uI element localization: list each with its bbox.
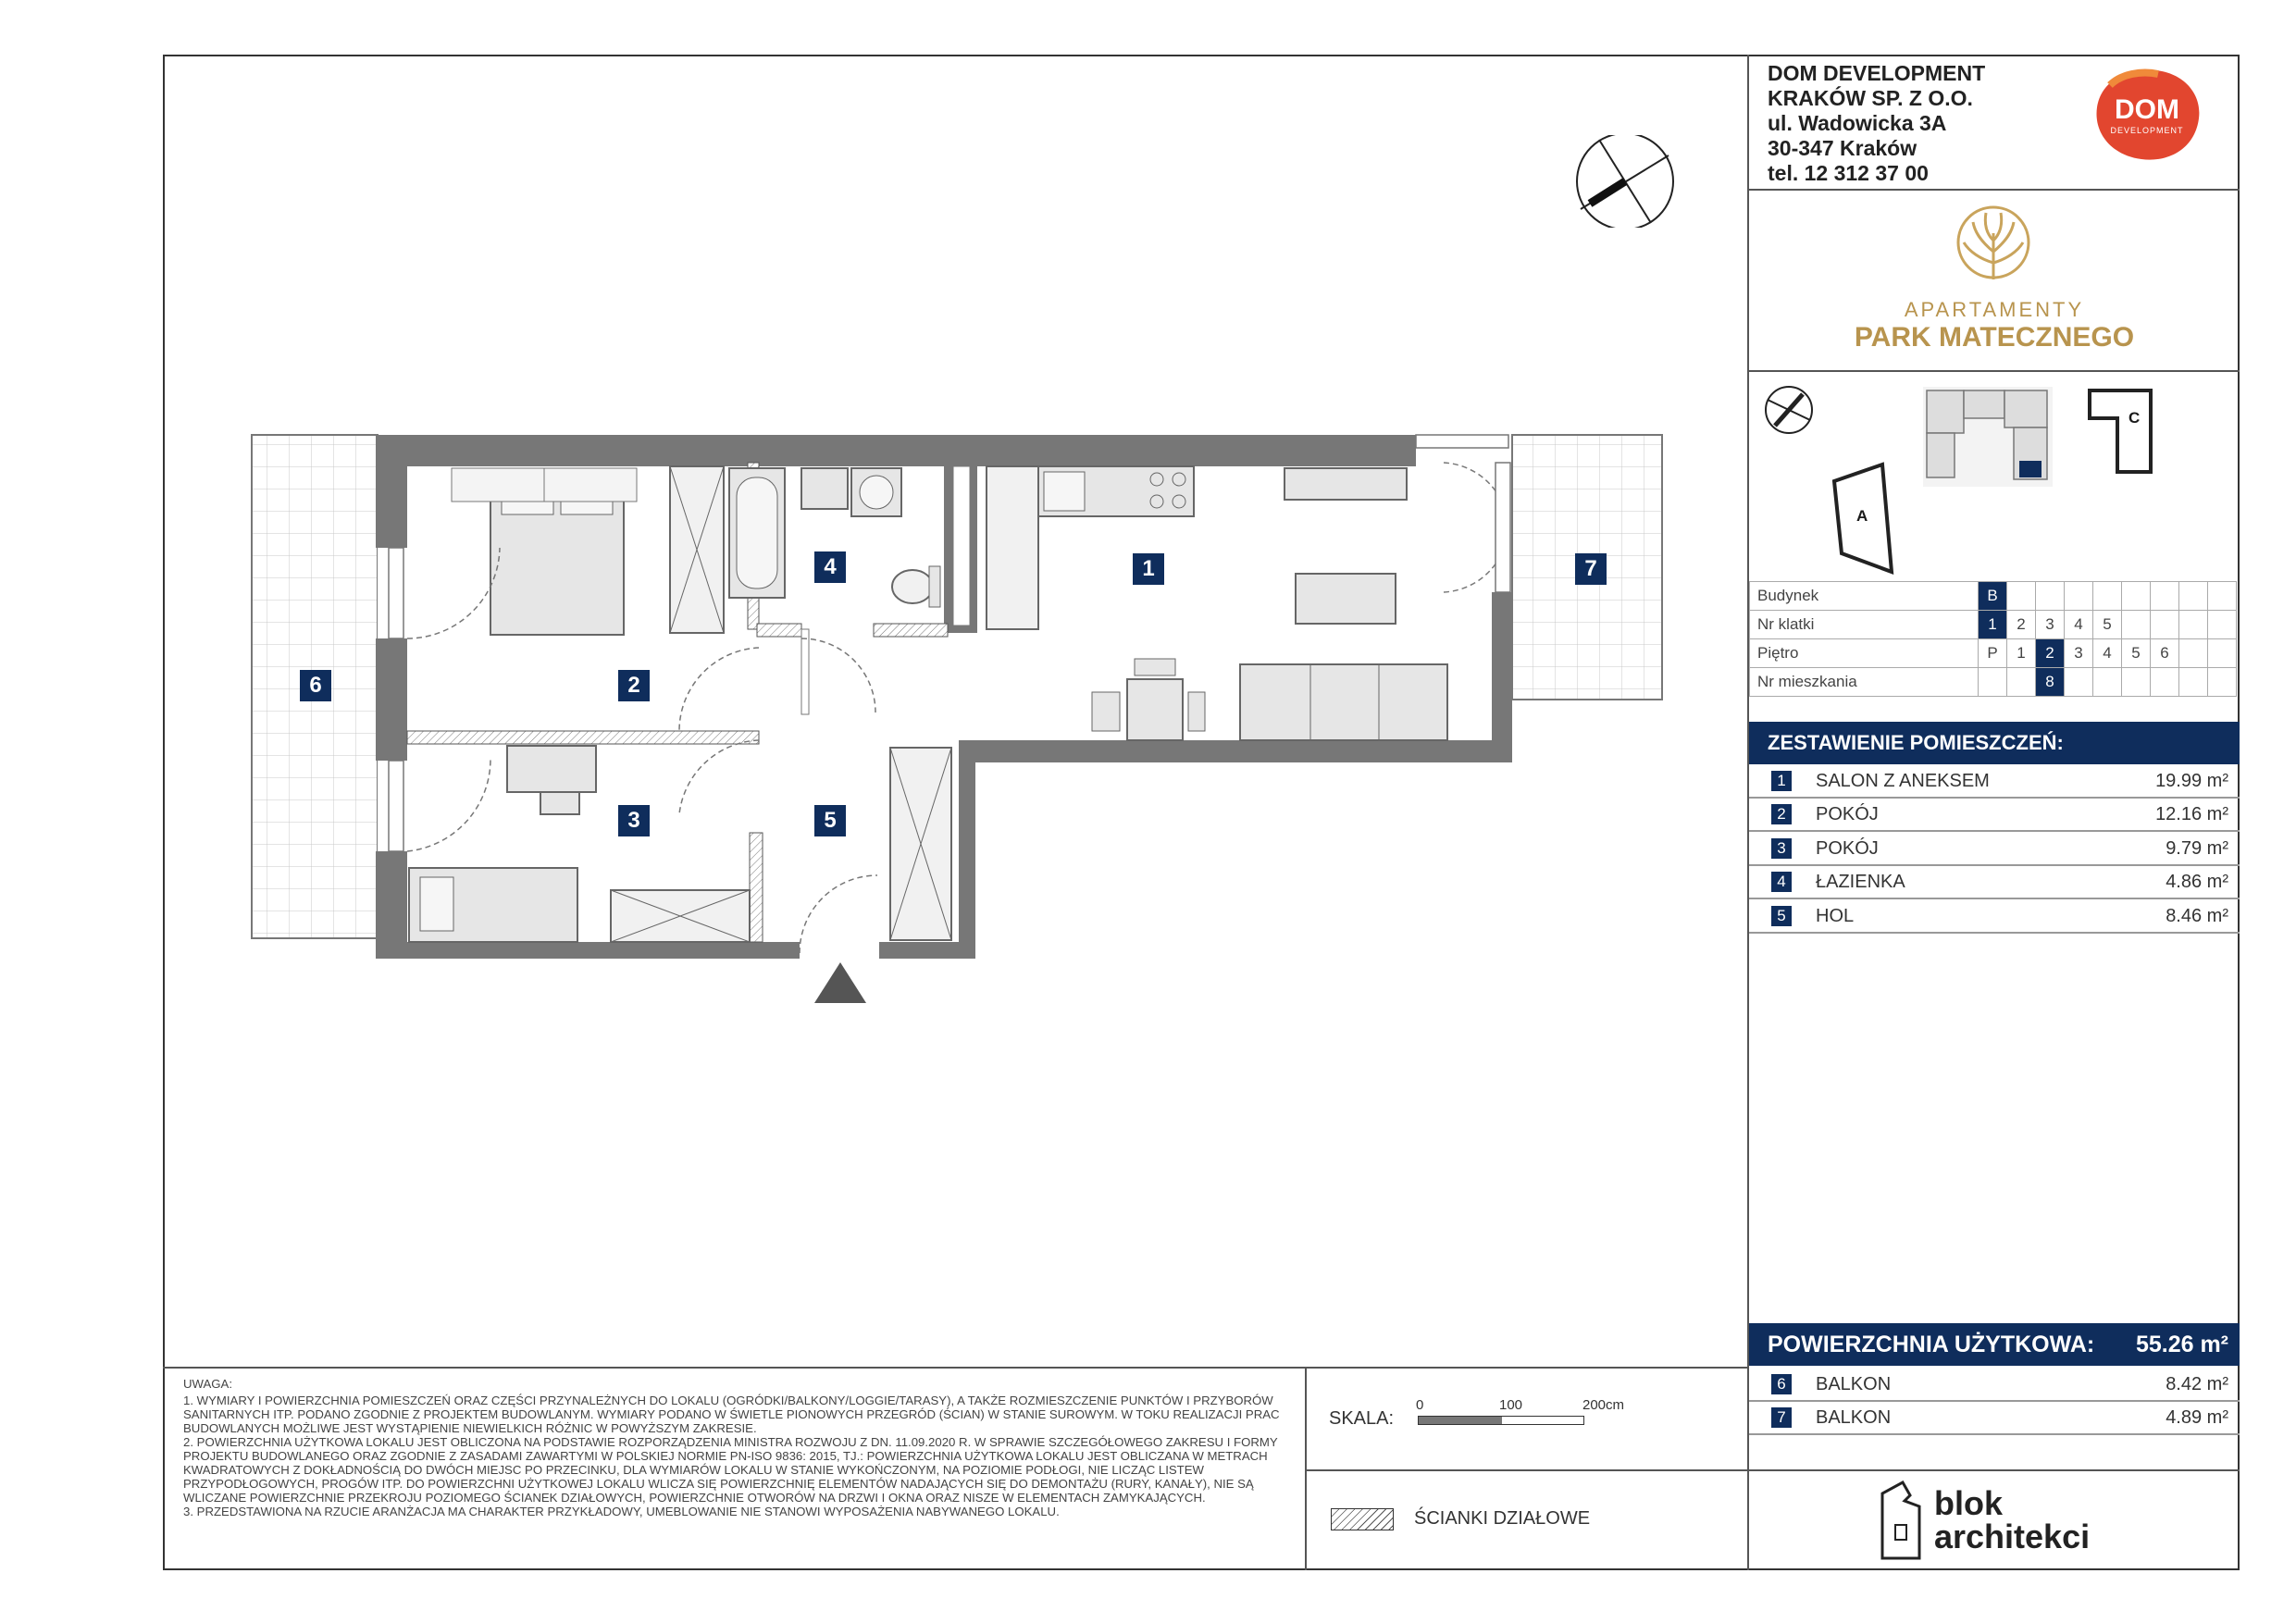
- floor-plan: [241, 426, 1684, 1018]
- plan-label-room-2: 2: [618, 670, 650, 701]
- dom-development-logo: [2090, 67, 2204, 163]
- note-item: 1. WYMIARY I POWIERZCHNIA POMIESZCZEŃ ORAZ CZĘŚCI PRZYNALEŻNYCH DO LOKALU (OGRÓDKI/BALKONY/LOGGIE/TARASY), A TAKŻE ROZMIESZCZENIE PUNKTÓW I PRZYBORÓW SANITARNYCH ITP. PODANO ZGODNIE Z PROJEKTEM BUDOWLANYM. WYMIARY PODANO W ŚWIETLE PIONOWYCH PRZEGRÓD (ŚCIAN) W STANIE SUROWYM. W TOKU REALIZACJI PRAC BUDOWLANYCH MOŻLIWE JEST WYSTĄPIENIE NIEWIELKICH RÓŻNIC W POWYŻSZYM ZAKRESIE.: [183, 1394, 1280, 1435]
- balcony-row: [1749, 1402, 2240, 1435]
- dom-logo-subtext: DEVELOPMENT: [2110, 126, 2184, 135]
- room-name: POKÓJ: [1816, 804, 1879, 824]
- room-number: 4: [1771, 872, 1792, 892]
- plan-label-balcony-7: 7: [1575, 553, 1607, 585]
- room-number: 1: [1771, 771, 1792, 791]
- balcony-number: 6: [1771, 1374, 1792, 1394]
- info-cell: [2007, 582, 2036, 611]
- architect-name-line2: architekci: [1934, 1518, 2091, 1555]
- room-number: 3: [1771, 838, 1792, 859]
- divider-architect: [1747, 1469, 2240, 1471]
- balcony-name: BALKON: [1816, 1407, 1892, 1428]
- info-cell: [2208, 611, 2237, 639]
- info-cell: 5: [2093, 611, 2122, 639]
- note-item: 3. PRZEDSTAWIONA NA RZUCIE ARANŻACJA MA CHARAKTER PRZYKŁADOWY, UMEBLOWANIE NIE STANOWI WYPOSAŻENIA NABYWANEGO LOKALU.: [183, 1505, 1060, 1518]
- info-label: Nr klatki: [1750, 611, 1979, 639]
- info-cell: 5: [2122, 639, 2151, 668]
- notes-title: UWAGA:: [183, 1377, 232, 1391]
- room-row: [1749, 765, 2240, 799]
- room-row: [1749, 833, 2240, 866]
- rooms-header: ZESTAWIENIE POMIESZCZEŃ:: [1749, 722, 2240, 764]
- scale-label: SKALA:: [1329, 1408, 1395, 1429]
- company-address: [1768, 61, 1985, 186]
- info-cell: 1: [1979, 611, 2007, 639]
- info-cell: [2122, 668, 2151, 697]
- company-name-line1: DOM DEVELOPMENT: [1768, 61, 1986, 85]
- total-area-label: POWIERZCHNIA UŻYTKOWA:: [1768, 1332, 2095, 1357]
- room-name: ŁAZIENKA: [1816, 872, 1905, 892]
- room-row: [1749, 866, 2240, 899]
- architect-name-line1: blok: [1934, 1484, 2004, 1522]
- scale-tick-100: 100: [1499, 1397, 1523, 1413]
- info-cell: [2151, 582, 2179, 611]
- balcony-area: 4.89 m²: [2166, 1407, 2228, 1428]
- info-label: Nr mieszkania: [1750, 668, 1979, 697]
- info-cell: [2179, 639, 2208, 668]
- apartment-info-table: [1749, 581, 2237, 697]
- info-cell: 3: [2065, 639, 2093, 668]
- company-phone: tel. 12 312 37 00: [1768, 161, 1929, 185]
- info-cell: [2179, 668, 2208, 697]
- scale-tick-200: 200cm: [1582, 1397, 1625, 1413]
- notes-block: [183, 1377, 1303, 1518]
- balcony-number: 7: [1771, 1407, 1792, 1428]
- key-plan-building-c: C: [2128, 409, 2141, 427]
- info-row-staircase: [1750, 611, 2237, 639]
- info-cell: 8: [2036, 668, 2065, 697]
- partition-wall-swatch: [1331, 1508, 1394, 1530]
- room-area: 19.99 m²: [2155, 771, 2228, 791]
- info-cell: [2208, 582, 2237, 611]
- room-area: 8.46 m²: [2166, 906, 2228, 926]
- info-label: Budynek: [1750, 582, 1979, 611]
- room-area: 12.16 m²: [2155, 804, 2228, 824]
- info-cell: [2151, 668, 2179, 697]
- info-cell: 3: [2036, 611, 2065, 639]
- info-row-floor: [1750, 639, 2237, 668]
- info-cell: [2007, 668, 2036, 697]
- info-cell: [2036, 582, 2065, 611]
- info-cell: [2093, 668, 2122, 697]
- total-area-bar: [1749, 1323, 2240, 1366]
- info-cell: [2179, 611, 2208, 639]
- info-cell: [2208, 668, 2237, 697]
- info-cell: [2093, 582, 2122, 611]
- info-cell: [2208, 639, 2237, 668]
- note-item: 2. POWIERZCHNIA UŻYTKOWA LOKALU JEST OBLICZONA NA PODSTAWIE ROZPORZĄDZENIA MINISTRA ROZWOJU Z DN. 11.09.2020 R. W SPRAWIE SZCZEGÓŁOWEGO ZAKRESU I FORMY PROJEKTU BUDOWLANEGO ORAZ ZGODNIE Z ZASADAMI ZAWARTYMI W POLSKIEJ NORMIE PN-ISO 9836: 2015, TJ.: POWIERZCHNIA UŻYTKOWA LOKALU JEST OBLICZANA W METRACH KWADRATOWYCH Z DOKŁADNOŚCIĄ DO DWÓCH MIEJSC PO PRZECINKU, DLA WYMIARÓW LOKALU W STANIE WYKOŃCZONYM, NA POZIOMIE PODŁOGI, NIE LICZĄC LISTEW PRZYPODŁOGOWYCH, PROGÓW ITP. DO POWIERZCHNI UŻYTKOWEJ LOKALU WLICZA SIĘ POWIERZCHNIĘ ELEMENTÓW NADAJĄCYCH SIĘ DO DEMONTAŻU (RURY, KANAŁY), NIE SĄ WLICZANE POWIERZCHNIE PRZEKROJU POZIOMEGO ŚCIANEK DZIAŁOWYCH, POWIERZCHNIE OTWORÓW NA DRZWI I OKNA ORAZ NISZE W ELEMENTACH ZAMYKAJĄCYCH.: [183, 1435, 1278, 1505]
- info-cell: 2: [2007, 611, 2036, 639]
- room-name: SALON Z ANEKSEM: [1816, 771, 1990, 791]
- company-city: 30-347 Kraków: [1768, 136, 1917, 160]
- plan-label-room-1: 1: [1133, 553, 1164, 585]
- divider-project: [1747, 370, 2240, 372]
- balcony-row: [1749, 1369, 2240, 1402]
- plan-label-room-3: 3: [618, 805, 650, 836]
- project-name-line1: APARTAMENTY: [1904, 298, 2085, 321]
- scale-bar: [1418, 1416, 1584, 1425]
- info-cell: 4: [2065, 611, 2093, 639]
- divider-notes-scale: [1305, 1367, 1307, 1570]
- info-cell: [2122, 611, 2151, 639]
- plan-label-room-5: 5: [814, 805, 846, 836]
- room-number: 2: [1771, 804, 1792, 824]
- info-cell: 2: [2036, 639, 2065, 668]
- info-cell: [1979, 668, 2007, 697]
- plan-label-balcony-6: 6: [300, 670, 331, 701]
- legend-label: ŚCIANKI DZIAŁOWE: [1414, 1508, 1591, 1529]
- info-cell: 6: [2151, 639, 2179, 668]
- architect-logo: [1879, 1479, 2119, 1562]
- info-cell: 4: [2093, 639, 2122, 668]
- scale-tick-0: 0: [1416, 1397, 1424, 1413]
- info-label: Piętro: [1750, 639, 1979, 668]
- info-row-apartment-number: [1750, 668, 2237, 697]
- info-cell: [2065, 668, 2093, 697]
- info-cell: 1: [2007, 639, 2036, 668]
- room-area: 4.86 m²: [2166, 872, 2228, 892]
- divider-company: [1747, 189, 2240, 191]
- room-area: 9.79 m²: [2166, 838, 2228, 859]
- balcony-name: BALKON: [1816, 1374, 1892, 1394]
- room-row: [1749, 799, 2240, 832]
- plan-label-room-4: 4: [814, 551, 846, 583]
- divider-notes: [163, 1367, 1749, 1369]
- key-plan: [1758, 379, 2240, 578]
- compass-icon: [1571, 135, 1679, 228]
- project-name-line2: PARK MATECZNEGO: [1854, 322, 2135, 353]
- total-area-value: 55.26 m²: [2135, 1332, 2228, 1357]
- key-plan-building-a: A: [1856, 507, 1868, 525]
- divider-scale-legend: [1305, 1469, 1749, 1471]
- info-cell: B: [1979, 582, 2007, 611]
- info-cell: [2065, 582, 2093, 611]
- info-cell: [2122, 582, 2151, 611]
- info-row-building: [1750, 582, 2237, 611]
- room-name: HOL: [1816, 906, 1855, 926]
- project-tree-logo: [1955, 205, 2032, 291]
- info-cell: P: [1979, 639, 2007, 668]
- dom-logo-text: DOM: [2115, 94, 2179, 125]
- info-cell: [2151, 611, 2179, 639]
- room-name: POKÓJ: [1816, 838, 1879, 859]
- room-row: [1749, 900, 2240, 934]
- company-name-line2: KRAKÓW SP. Z O.O.: [1768, 86, 1973, 110]
- balcony-area: 8.42 m²: [2166, 1374, 2228, 1394]
- info-cell: [2179, 582, 2208, 611]
- room-number: 5: [1771, 906, 1792, 926]
- company-street: ul. Wadowicka 3A: [1768, 111, 1947, 135]
